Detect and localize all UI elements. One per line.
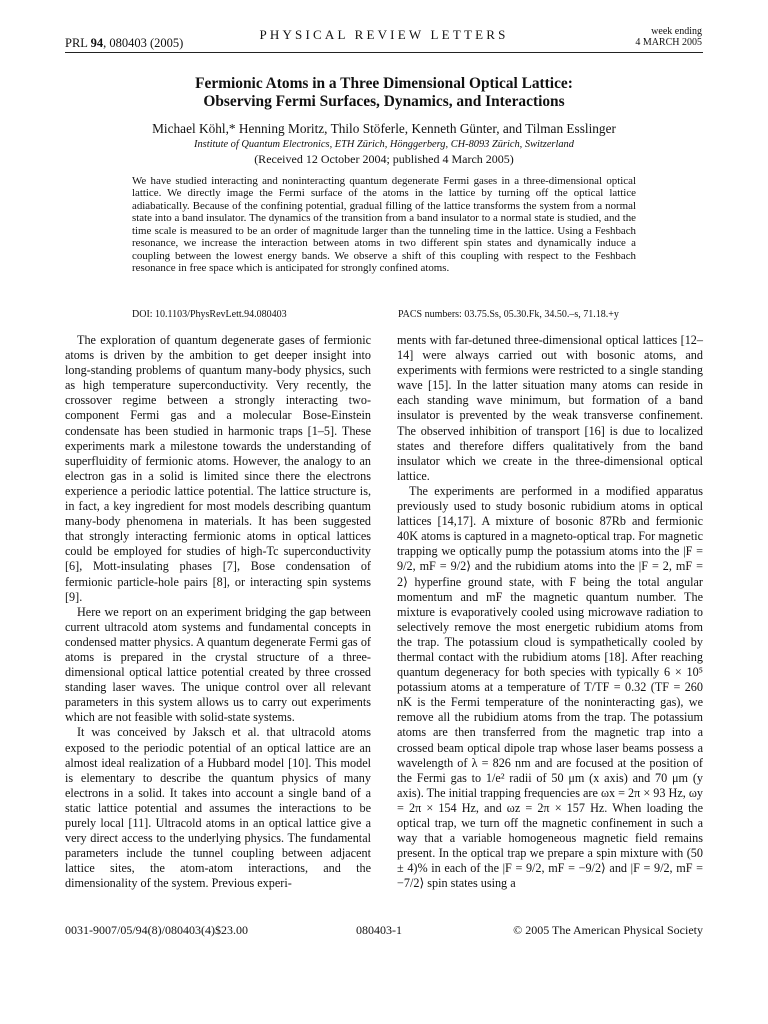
article-code: 0031-9007/05/94(8)/080403(4)$23.00 [65,923,248,937]
page-number: 080403-1 [356,923,402,937]
citation-rest: , 080403 (2005) [103,36,184,50]
week-label: week ending [651,26,702,37]
paper-title [65,75,703,111]
abstract-text: We have studied interacting and noninteracting quantum degenerate Fermi gases in a three-dimensional optical lattice. We directly image the Fermi surface of the atoms in the lattice by turning off the optical lattice adiabatically. Because of the confining potential, gradual filling of the lattice transforms the system from a normal state into a band insulator. The dynamics of the transition from a band insulator to a normal state is studied, and the time scale is measured to be an order of magnitude larger than the tunneling time in the lattice. Using a Feshbach resonance, we increase the interaction between atoms in two different spin states and dynamically induce a coupling between the lowest energy bands. We observe a shift of this coupling with respect to the Feshbach resonance in free space which is anticipated for strongly confined atoms. [132,175,636,275]
abstract [132,175,636,275]
right-column [397,333,703,891]
copyright: © 2005 The American Physical Society [513,923,703,937]
received-date: (Received 12 October 2004; published 4 March 2005) [254,152,514,166]
week-date: 4 MARCH 2005 [635,37,702,48]
paragraph: ments with far-detuned three-dimensional optical lattices [12–14] were always carried out with bosonic atoms, and experiments with fermions were restricted to a single standing wave [15]. In the latter situation many atoms can reside in each standing wave minimum, but formation of a band insulator is prevented by the weak transverse confinement. The observed inhibition of transport [16] is due to localized states and therefore differs qualitatively from the band insulator which we create in the three-dimensional optical lattice. [397,333,703,483]
left-column [65,333,371,891]
paragraph: Here we report on an experiment bridging the gap between current ultracold atom systems and fundamental concepts in condensed matter physics. A quantum degenerate Fermi gas of atoms is prepared in the crystal structure of a three-dimensional optical lattice potential created by three crossed standing laser waves. The unique control over all relevant parameters in this system allows us to carry out experiments which are not feasible with solid-state systems. [65,604,371,725]
title-line-1: Fermionic Atoms in a Three Dimensional Optical Lattice: [195,75,573,92]
doi[interactable]: DOI: 10.1103/PhysRevLett.94.080403 [132,309,287,320]
paragraph: The experiments are performed in a modified apparatus previously used to study bosonic rubidium atoms in optical lattices [14,17]. A mixture of bosonic 87Rb and fermionic 40K atoms is captured in a magneto-optical trap. For magnetic trapping we optically pump the potassium atoms into the |F = 9/2, mF = 9/2⟩ and the rubidium atoms into the |F = 2, mF = 2⟩ hyperfine ground state, with F being the total angular momentum and mF the magnetic quantum number. The mixture is evaporatively cooled using microwave radiation to selectively remove the most energetic rubidium atoms from the trap. The potassium cloud is sympathetically cooled by thermal contact with the rubidium atoms [18]. After reaching quantum degeneracy for both species with typically 6 × 10⁵ potassium atoms at a temperature of T/TF = 0.32 (TF = 260 nK is the Fermi temperature of the noninteracting gas), we remove all the rubidium atoms from the trap. The potassium atoms are then transferred from the magnetic trap into a crossed beam optical dipole trap whose laser beams possess a wavelength of λ = 826 nm and are focused at the position of the Fermi gas to 1/e² radii of 50 μm (x axis) and 70 μm (y axis). The initial trapping frequencies are ωx = 2π × 93 Hz, ωy = 2π × 154 Hz, and ωz = 2π × 157 Hz. When loading the optical trap, we turn off the magnetic confinement in such a way that a variable homogeneous magnetic field remains present. In the optical trap we prepare a spin mixture with (50 ± 4)% in each of the |F = 9/2, mF = −9/2⟩ and |F = 9/2, mF = −7/2⟩ spin states using a [397,483,703,891]
paragraph: It was conceived by Jaksch et al. that ultracold atoms exposed to the periodic potential of an optical lattice are an almost ideal realization of a Hubbard model [10]. This model is elementary to describe the quantum physics of many electrons in a solid. It takes into account a single band of a static lattice potential and assumes the interactions to be purely local [11]. Ultracold atoms in an optical lattice give a very direct access to the underlying physics. The fundamental parameters include the tunnel coupling between adjacent lattice sites, the atom-atom interactions, and the dimensionality of the system. Previous experi- [65,725,371,891]
citation-prefix: PRL [65,36,91,50]
header-rule [65,52,703,53]
citation-volume: 94 [90,36,104,50]
paragraph: The exploration of quantum degenerate gases of fermionic atoms is driven by the ambition to get deeper insight into long-standing problems of quantum many-body physics, such as high temperature superconductivity. Very recently, the crossover regime between a strongly interacting two-component Fermi gas and a molecular Bose-Einstein condensate has been studied in harmonic traps [1–5]. These experiments mark a milestone towards the understanding of superfluidity of fermionic atoms. However, the analogy to an electron gas in a solid is limited since there the electrons experience a periodic lattice potential. The lattice structure is, in fact, a key ingredient for most models describing quantum many-body phenomena in materials. It has been suggested that strongly interacting fermionic atoms in optical lattices could be employed for studies of high-Tc superconductivity [6], Mott-insulating phases [7], Bose condensation of fermionic particle-hole pairs [8], or interacting spin systems [9]. [65,333,371,604]
authors: Michael Köhl,* Henning Moritz, Thilo Stöferle, Kenneth Günter, and Tilman Esslinger [152,121,616,136]
issue-date [635,26,702,48]
journal-name: PHYSICAL REVIEW LETTERS [259,27,509,42]
pacs-numbers: PACS numbers: 03.75.Ss, 05.30.Fk, 34.50.–s, 71.18.+y [398,309,619,320]
title-line-2: Observing Fermi Surfaces, Dynamics, and Interactions [203,93,565,110]
affiliation: Institute of Quantum Electronics, ETH Zürich, Hönggerberg, CH-8093 Zürich, Switzerland [194,139,574,150]
